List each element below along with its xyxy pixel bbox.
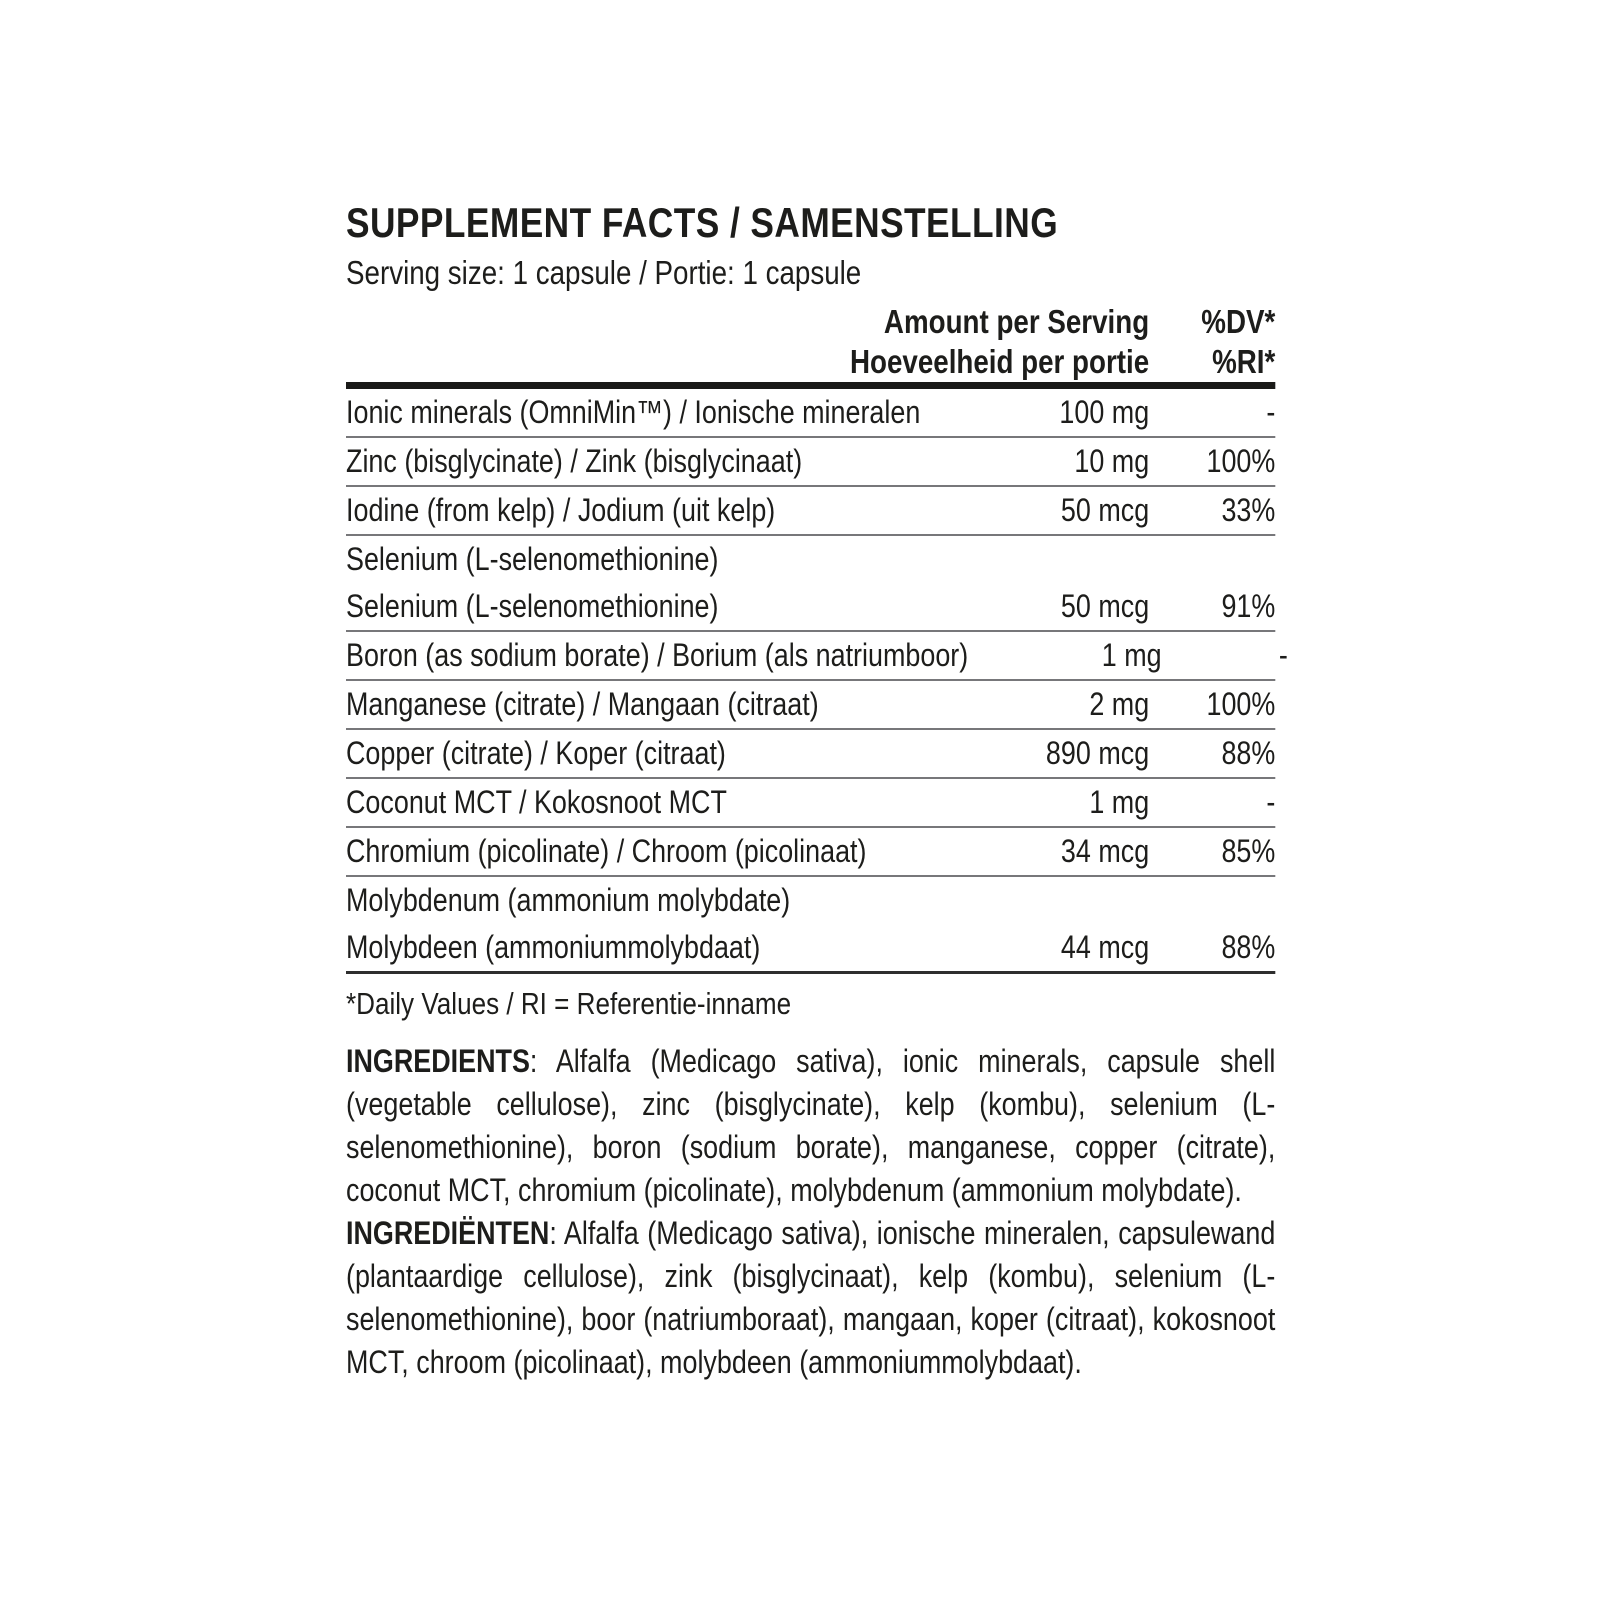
row-name: Ionic minerals (OmniMin™) / Ionische mineralen <box>346 394 921 430</box>
row-name: Copper (citrate) / Koper (citraat) <box>346 735 726 771</box>
table-row <box>346 779 1275 828</box>
table-row <box>346 828 1275 877</box>
table-row-line <box>346 730 1275 777</box>
row-dv: 33% <box>1221 492 1276 528</box>
table-row <box>346 487 1275 536</box>
row-amount: 1 mg <box>1089 784 1150 820</box>
row-dv: 85% <box>1221 833 1276 869</box>
table-row-line <box>346 877 1275 924</box>
table-row-line <box>346 389 1275 436</box>
row-amount: 1 mg <box>1101 637 1162 673</box>
table-header-line-en <box>346 302 1275 342</box>
table-row <box>346 877 1275 971</box>
ingredients-nl <box>346 1212 1275 1384</box>
daily-values-footnote: *Daily Values / RI = Referentie-inname <box>346 986 792 1021</box>
ingredients-nl-text: : Alfalfa (Medicago sativa), ionische mineralen, capsulewand (plantaardige cellulose), zink (bisglycinaat), kelp (kombu), selenium (L-selenomethionine), boor (natriumboraat), mangaan, koper (citraat), kokosnoot MCT, chroom (picolinaat), molybdeen (ammoniummolybdaat). <box>346 1215 1276 1380</box>
row-amount <box>956 536 1149 583</box>
ingredients-en <box>346 1040 1275 1212</box>
row-amount: 44 mcg <box>1060 929 1150 965</box>
ingredients-en-text: : Alfalfa (Medicago sativa), ionic minerals, capsule shell (vegetable cellulose), zinc (bisglycinate), kelp (kombu), selenium (L-selenomethionine), boron (sodium borate), manganese, copper (citrate), coconut MCT, chromium (picolinate), molybdenum (ammonium molybdate). <box>346 1043 1276 1208</box>
serving-size: Serving size: 1 capsule / Portie: 1 capsule <box>346 254 862 291</box>
table-row-line <box>346 583 1275 630</box>
row-dv <box>1149 536 1275 583</box>
header-dv-nl: %RI* <box>1212 343 1276 380</box>
table-row-line <box>346 681 1275 728</box>
table-row <box>346 730 1275 779</box>
row-dv: 91% <box>1221 588 1276 624</box>
ingredients-nl-label: INGREDIËNTEN <box>346 1215 550 1251</box>
row-name: Chromium (picolinate) / Chroom (picolinaat) <box>346 833 867 869</box>
panel-title: SUPPLEMENT FACTS / SAMENSTELLING <box>346 199 1059 246</box>
row-amount: 2 mg <box>1089 686 1150 722</box>
table-row <box>346 681 1275 730</box>
row-name: Selenium (L-selenomethionine) <box>346 588 719 624</box>
table-row <box>346 632 1288 681</box>
table-row <box>346 438 1275 487</box>
row-dv: 88% <box>1221 929 1276 965</box>
table-row-line <box>346 632 1288 679</box>
header-amount-nl: Hoeveelheid per portie <box>849 343 1150 380</box>
table-header <box>346 302 1275 382</box>
row-dv: - <box>1266 784 1276 820</box>
row-name: Molybdeen (ammoniummolybdaat) <box>346 929 761 965</box>
row-name: Coconut MCT / Kokosnoot MCT <box>346 784 727 820</box>
table-row-line <box>346 438 1275 485</box>
row-dv <box>1149 877 1275 924</box>
table-row-line <box>346 924 1275 971</box>
row-amount: 100 mg <box>1059 394 1150 430</box>
row-amount: 10 mg <box>1074 443 1150 479</box>
row-amount: 50 mcg <box>1060 588 1150 624</box>
row-dv: 100% <box>1206 686 1276 722</box>
table-row <box>346 389 1275 438</box>
facts-table-body <box>346 382 1288 974</box>
supplement-facts-panel <box>346 198 1288 1384</box>
row-amount <box>956 877 1149 924</box>
table-row-line <box>346 828 1275 875</box>
ingredients-en-label: INGREDIENTS <box>346 1043 530 1079</box>
row-name: Zinc (bisglycinate) / Zink (bisglycinaat) <box>346 443 803 479</box>
row-amount: 34 mcg <box>1060 833 1150 869</box>
table-header-line-nl <box>346 342 1275 382</box>
row-name: Selenium (L-selenomethionine) <box>346 541 719 577</box>
row-amount: 890 mcg <box>1045 735 1150 771</box>
row-amount: 50 mcg <box>1060 492 1150 528</box>
row-name: Manganese (citrate) / Mangaan (citraat) <box>346 686 819 722</box>
row-dv: 88% <box>1221 735 1276 771</box>
header-amount-en: Amount per Serving <box>883 303 1150 340</box>
table-row-line <box>346 779 1275 826</box>
header-dv-en: %DV* <box>1201 303 1276 340</box>
row-name: Boron (as sodium borate) / Borium (als natriumboor) <box>346 637 969 673</box>
row-dv: - <box>1278 637 1288 673</box>
row-dv: - <box>1266 394 1276 430</box>
row-name: Iodine (from kelp) / Jodium (uit kelp) <box>346 492 776 528</box>
row-name: Molybdenum (ammonium molybdate) <box>346 882 791 918</box>
table-row-line <box>346 536 1275 583</box>
table-row <box>346 536 1275 632</box>
row-dv: 100% <box>1206 443 1276 479</box>
table-row-line <box>346 487 1275 534</box>
